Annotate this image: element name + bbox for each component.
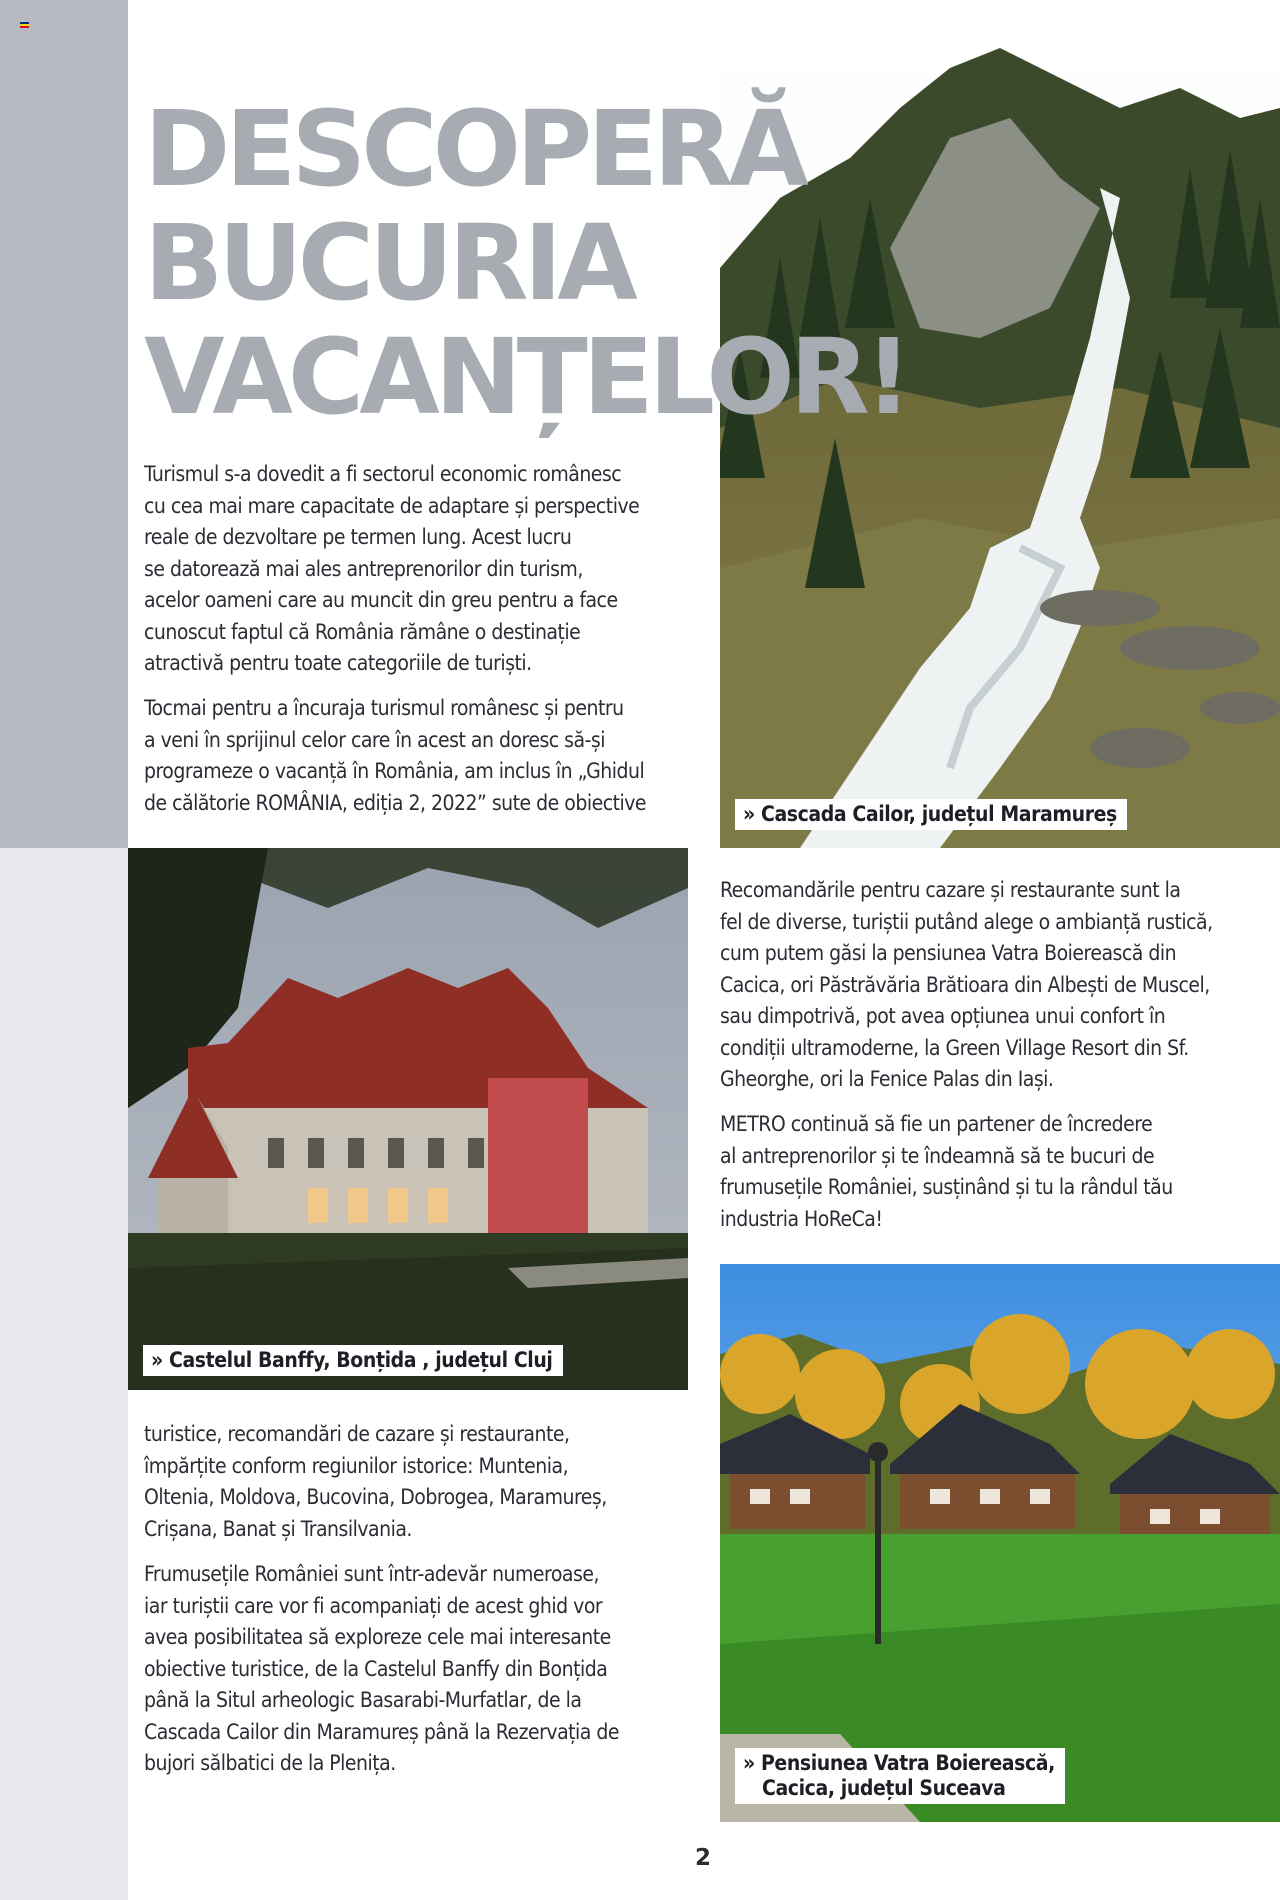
text-line: împărțite conform regiunilor istorice: Muntenia, <box>144 1453 569 1478</box>
accommodation-paragraph <box>720 875 1213 1096</box>
text-line: Recomandările pentru cazare și restaurante sunt la <box>720 878 1181 902</box>
intro-paragraph <box>144 459 639 680</box>
text-line: cu cea mai mare capacitate de adaptare și perspective <box>144 493 640 518</box>
text-line: a veni în sprijinul celor care în acest an doresc să-și <box>144 727 606 752</box>
text-line: cum putem găsi la pensiunea Vatra Boierească din <box>720 941 1177 965</box>
castle-caption <box>143 1345 563 1376</box>
text-line: Crișana, Banat și Transilvania. <box>144 1516 412 1541</box>
text-line: sau dimpotrivă, pot avea opțiunea unui confort în <box>720 1004 1166 1028</box>
text-line: până la Situl arheologic Basarabi-Murfatlar, de la <box>144 1688 582 1712</box>
text-line: de călătorie ROMÂNIA, ediția 2, 2022” sute de obiective <box>144 790 647 815</box>
caption-line: » Castelul Banffy, Bonțida , județul Cluj <box>151 1348 553 1372</box>
headline-line: VACANȚELOR! <box>144 316 908 438</box>
waterfall-caption <box>735 799 1127 830</box>
text-line: industria HoReCa! <box>720 1206 883 1231</box>
caption-line: » Cascada Cailor, județul Maramureș <box>743 802 1117 826</box>
regions-paragraph <box>144 1419 607 1545</box>
pension-caption <box>735 1748 1065 1804</box>
text-line: Cacica, ori Păstrăvăria Brătioara din Albești de Muscel, <box>720 972 1210 997</box>
text-line: al antreprenorilor și te îndeamnă să te bucuri de <box>720 1143 1155 1168</box>
text-line: turistice, recomandări de cazare și restaurante, <box>144 1422 570 1446</box>
text-line: cunoscut faptul că România rămâne o destinație <box>144 619 581 644</box>
intro-paragraph <box>144 693 646 819</box>
headline-line: DESCOPERĂ <box>144 88 804 210</box>
text-line: acelor oameni care au muncit din greu pentru a face <box>144 588 618 612</box>
sidebar-band-top <box>0 0 128 848</box>
text-line: iar turiștii care vor fi acompaniați de acest ghid vor <box>144 1593 603 1618</box>
sidebar-band-bottom <box>0 848 128 1900</box>
text-line: reale de dezvoltare pe termen lung. Acest lucru <box>144 525 572 549</box>
attractions-paragraph <box>144 1559 619 1780</box>
caption-line: » Pensiunea Vatra Boierească, <box>743 1751 1055 1775</box>
text-line: Gheorghe, ori la Fenice Palas din Iași. <box>720 1067 1054 1091</box>
text-line: frumusețile României, susținând și tu la rândul tău <box>720 1175 1173 1199</box>
page-number: 2 <box>695 1845 712 1871</box>
metro-paragraph <box>720 1109 1173 1235</box>
text-line: Frumusețile României sunt într-adevăr numeroase, <box>144 1562 599 1586</box>
text-line: se datorează mai ales antreprenorilor din turism, <box>144 556 583 581</box>
text-line: obiective turistice, de la Castelul Banffy din Bonțida <box>144 1656 608 1681</box>
castle-photo <box>128 848 688 1390</box>
text-line: condiții ultramoderne, la Green Village Resort din Sf. <box>720 1035 1189 1060</box>
romania-flag-icon <box>20 22 29 28</box>
text-line: atractivă pentru toate categoriile de turiști. <box>144 651 532 675</box>
headline-line: BUCURIA <box>144 202 633 324</box>
page-headline <box>144 88 908 438</box>
text-line: Oltenia, Moldova, Bucovina, Dobrogea, Maramureș, <box>144 1485 607 1509</box>
text-line: bujori sălbatici de la Plenița. <box>144 1751 396 1775</box>
text-line: Turismul s-a dovedit a fi sectorul economic românesc <box>144 462 622 486</box>
text-line: Cascada Cailor din Maramureș până la Rezervația de <box>144 1719 620 1744</box>
text-line: Tocmai pentru a încuraja turismul românesc și pentru <box>144 696 624 720</box>
text-line: METRO continuă să fie un partener de încredere <box>720 1112 1153 1136</box>
pension-photo <box>720 1264 1280 1822</box>
caption-line: Cacica, județul Suceava <box>762 1776 1006 1800</box>
text-line: fel de diverse, turiștii putând alege o ambianță rustică, <box>720 909 1213 934</box>
text-line: avea posibilitatea să exploreze cele mai interesante <box>144 1625 611 1649</box>
text-line: programeze o vacanță în România, am inclus în „Ghidul <box>144 759 645 783</box>
